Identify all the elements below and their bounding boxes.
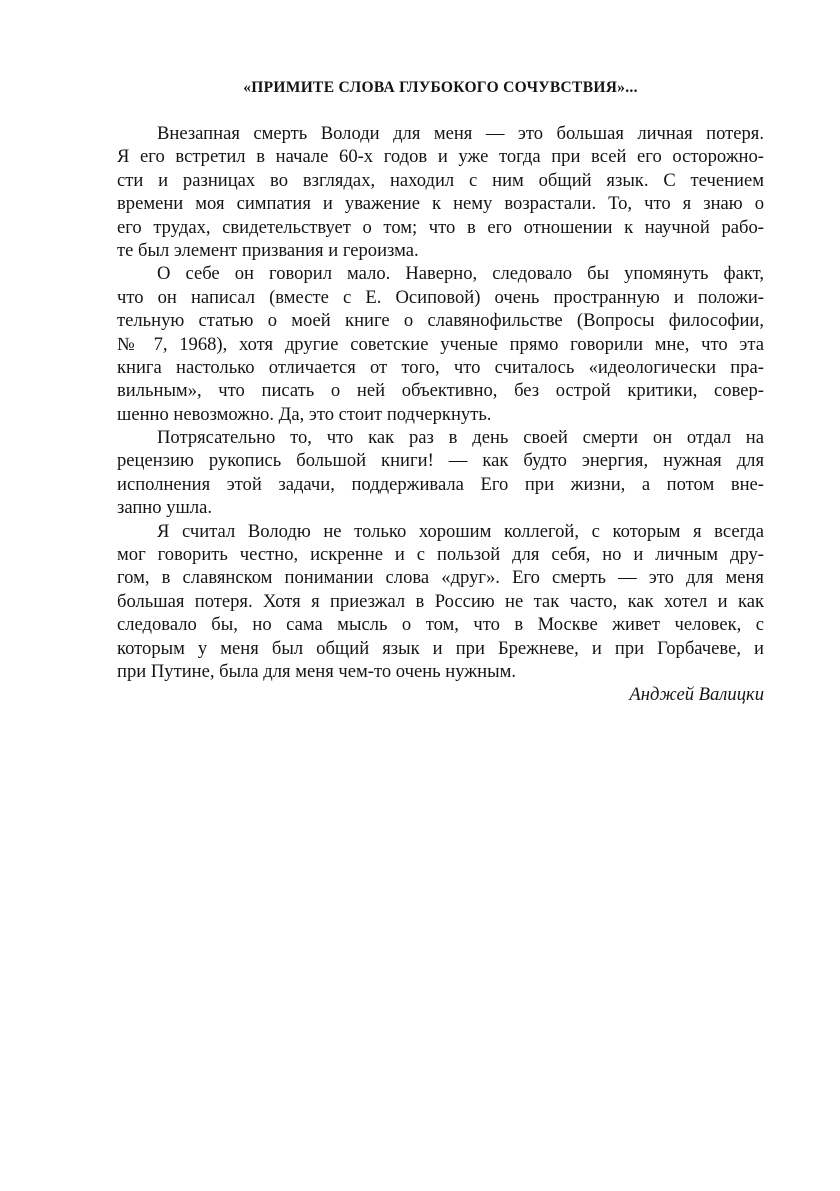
text-line: которым у меня был общий язык и при Брежневе, и при Горбачеве, и	[117, 637, 764, 659]
text-line: тельную статью о моей книге о славянофильстве (Вопросы философии,	[117, 310, 764, 332]
text-line: О себе он говорил мало. Наверно, следовало бы упомянуть факт,	[157, 263, 764, 285]
text-line: мог говорить честно, искренне и с пользой для себя, но и личным дру-	[117, 544, 764, 566]
text-line: книга настолько отличается от того, что считалось «идеологически пра-	[117, 356, 764, 378]
text-line: сти и разницах во взглядах, находил с ним общий язык. С течением	[117, 169, 764, 191]
text-line: Я его встретил в начале 60-х годов и уже тогда при всей его осторожно-	[117, 146, 764, 168]
text-line: при Путине, была для меня чем-то очень нужным.	[117, 660, 516, 682]
text-line: шенно невозможно. Да, это стоит подчеркнуть.	[117, 403, 492, 425]
document-page	[117, 78, 764, 707]
text-line: времени моя симпатия и уважение к нему возрастали. То, что я знаю о	[117, 193, 764, 215]
text-line: Потрясательно то, что как раз в день своей смерти он отдал на	[157, 427, 764, 449]
page-title: «ПРИМИТЕ СЛОВА ГЛУБОКОГО СОЧУВСТВИЯ»...	[243, 79, 638, 96]
author-signature: Анджей Валицки	[629, 684, 764, 706]
text-line: запно ушла.	[117, 497, 212, 519]
text-line: рецензию рукопись большой книги! — как будто энергия, нужная для	[117, 450, 764, 472]
paragraph-4	[117, 520, 764, 684]
text-line: большая потеря. Хотя я приезжал в Россию не так часто, как хотел и как	[117, 590, 764, 612]
text-line: Я считал Володю не только хорошим коллегой, с которым я всегда	[157, 520, 764, 542]
text-line: следовало бы, но сама мысль о том, что в Москве живет человек, с	[117, 614, 764, 636]
paragraph-3	[117, 426, 764, 520]
text-line: исполнения этой задачи, поддерживала Его при жизни, а потом вне-	[117, 473, 764, 495]
text-line: № 7, 1968), хотя другие советские ученые прямо говорили мне, что эта	[117, 333, 764, 355]
text-line: Внезапная смерть Володи для меня — это большая личная потеря.	[157, 123, 764, 144]
text-line: его трудах, свидетельствует о том; что в его отношении к научной рабо-	[117, 216, 764, 238]
text-line: те был элемент призвания и героизма.	[117, 239, 419, 261]
text-line: гом, в славянском понимании слова «друг». Его смерть — это для меня	[117, 567, 764, 589]
text-line: что он написал (вместе с Е. Осиповой) очень пространную и положи-	[117, 286, 764, 308]
text-line: вильным», что писать о ней объективно, без острой критики, совер-	[117, 380, 764, 402]
paragraph-1	[117, 122, 764, 262]
paragraph-2	[117, 262, 764, 426]
